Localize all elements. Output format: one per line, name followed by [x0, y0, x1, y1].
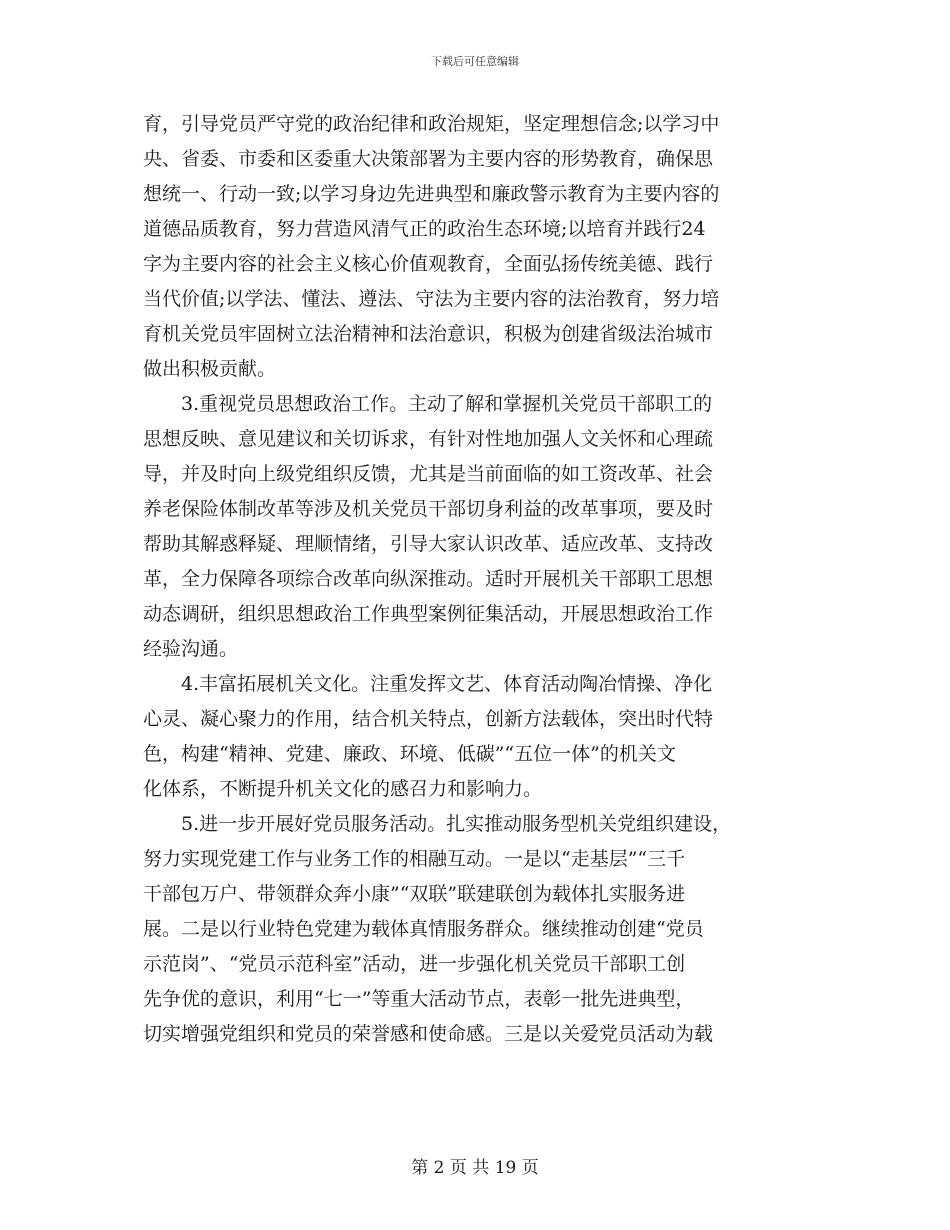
text-line: 育，引导党员严守党的政治纪律和政治规矩，坚定理想信念;以学习中: [143, 113, 720, 135]
text-line: 努力实现党建工作与业务工作的相融互动。一是以“走基层”“三千: [143, 848, 686, 870]
text-line: 动态调研，组织思想政治工作典型案例征集活动，开展思想政治工作: [143, 603, 714, 625]
text-line: 切实增强党组织和党员的荣誉感和使命感。三是以关爱党员活动为载: [143, 1023, 714, 1045]
text-line: 心灵、凝心聚力的作用，结合机关特点，创新方法载体，突出时代特: [143, 708, 714, 730]
text-line: 帮助其解惑释疑、理顺情绪，引导大家认识改革、适应改革、支持改: [143, 533, 714, 555]
text-line: 展。二是以行业特色党建为载体真情服务群众。继续推动创建“党员: [143, 918, 704, 940]
text-line: 想统一、行动一致;以学习身边先进典型和廉政警示教育为主要内容的: [143, 183, 720, 205]
text-line: 革，全力保障各项综合改革向纵深推动。适时开展机关干部职工思想: [143, 568, 714, 590]
text-line: 化体系，不断提升机关文化的感召力和影响力。: [143, 778, 543, 800]
text-line: 道德品质教育，努力营造风清气正的政治生态环境;以培育并践行24: [143, 218, 706, 240]
text-line: 导，并及时向上级党组织反馈，尤其是当前面临的如工资改革、社会: [143, 463, 714, 485]
page-number: 第 2 页 共 19 页: [411, 1158, 539, 1178]
text-line: 当代价值;以学法、懂法、遵法、守法为主要内容的法治教育，努力培: [143, 288, 720, 310]
text-line: 思想反映、意见建议和关切诉求，有针对性地加强人文关怀和心理疏: [143, 428, 714, 450]
text-line: 色，构建“精神、党建、廉政、环境、低碳”“五位一体”的机关文: [143, 743, 676, 765]
text-line: 央、省委、市委和区委重大决策部署为主要内容的形势教育，确保思: [143, 148, 714, 170]
page-header-note: 下载后可任意编辑: [431, 55, 519, 68]
text-line: 育机关党员牢固树立法治精神和法治意识，积极为创建省级法治城市: [143, 323, 714, 345]
paragraph-start-line: 4.丰富拓展机关文化。注重发挥文艺、体育活动陶冶情操、净化: [181, 673, 713, 695]
text-line: 干部包万户、带领群众奔小康”“双联”联建联创为载体扎实服务进: [143, 883, 686, 905]
text-line: 经验沟通。: [143, 638, 239, 660]
text-line: 示范岗”、“党员示范科室”活动，进一步强化机关党员干部职工创: [143, 953, 686, 975]
text-line: 字为主要内容的社会主义核心价值观教育，全面弘扬传统美德、践行: [143, 253, 714, 275]
text-line: 养老保险体制改革等涉及机关党员干部切身利益的改革事项，要及时: [143, 498, 714, 520]
paragraph-start-line: 5.进一步开展好党员服务活动。扎实推动服务型机关党组织建设，: [181, 813, 732, 835]
text-line: 做出积极贡献。: [143, 358, 277, 380]
text-line: 先争优的意识，利用“七一”等重大活动节点，表彰一批先进典型，: [143, 988, 695, 1010]
paragraph-start-line: 3.重视党员思想政治工作。主动了解和掌握机关党员干部职工的: [181, 393, 713, 415]
document-body: [143, 107, 803, 1052]
